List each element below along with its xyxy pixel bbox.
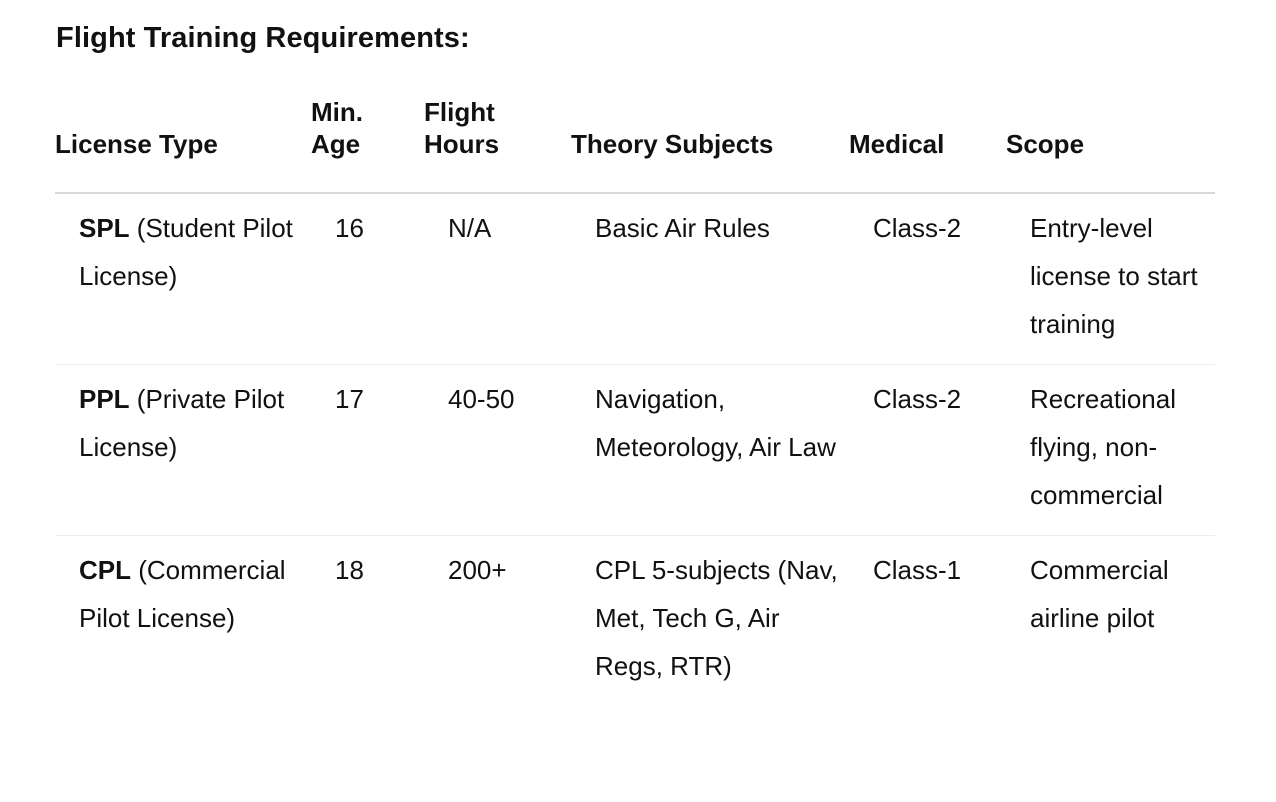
cell-license-type xyxy=(55,193,311,365)
table-row xyxy=(55,365,1215,536)
header-row xyxy=(55,90,1215,193)
cell-scope: Commercial airline pilot xyxy=(1030,555,1169,633)
header-flight-hours-line1: Flight xyxy=(424,97,495,127)
cell-min-age: 16 xyxy=(311,193,424,365)
cell-flight-hours: 40-50 xyxy=(424,365,571,536)
cell-medical: Class-1 xyxy=(873,555,962,585)
header-flight-hours xyxy=(424,90,571,193)
cell-min-age: 17 xyxy=(311,365,424,536)
header-license-type xyxy=(55,90,311,193)
header-min-age xyxy=(311,90,424,193)
cell-min-age: 18 xyxy=(335,555,364,585)
license-full-name: (Private Pilot License) xyxy=(79,384,285,462)
header-license-type-label: License Type xyxy=(55,129,218,159)
license-abbr: CPL xyxy=(79,555,131,585)
header-theory-subjects-label: Theory Subjects xyxy=(571,129,774,159)
header-medical-label: Medical xyxy=(849,129,945,159)
cell-medical: Class-2 xyxy=(849,365,1006,536)
license-abbr: PPL xyxy=(79,384,130,414)
header-flight-hours-line2: Hours xyxy=(424,129,500,159)
header-scope xyxy=(1006,90,1215,193)
requirements-table xyxy=(55,90,1215,706)
header-theory-subjects xyxy=(571,90,849,193)
license-full-name: (Commercial Pilot License) xyxy=(79,555,286,633)
header-min-age-line1: Min. xyxy=(311,97,363,127)
cell-scope: Recreational flying, non-commercial xyxy=(1006,365,1215,536)
table-row xyxy=(55,193,1215,365)
cell-theory-subjects: Basic Air Rules xyxy=(571,193,849,365)
page-title: Flight Training Requirements: xyxy=(56,22,470,54)
cell-flight-hours: 200+ xyxy=(448,555,507,585)
cell-medical: Class-2 xyxy=(849,193,1006,365)
cell-license-type xyxy=(55,536,311,707)
cell-license-type xyxy=(55,365,311,536)
license-abbr: SPL xyxy=(79,213,130,243)
header-min-age-line2: Age xyxy=(311,129,361,159)
cell-theory-subjects: Navigation, Meteorology, Air Law xyxy=(571,365,849,536)
cell-flight-hours: N/A xyxy=(424,193,571,365)
header-scope-label: Scope xyxy=(1006,129,1085,159)
cell-scope: Entry-level license to start training xyxy=(1006,193,1215,365)
license-full-name: (Student Pilot License) xyxy=(79,213,293,291)
header-medical xyxy=(849,90,1006,193)
cell-theory-subjects: CPL 5-subjects (Nav, Met, Tech G, Air Regs, RTR) xyxy=(595,555,838,681)
table-row xyxy=(55,536,1215,707)
